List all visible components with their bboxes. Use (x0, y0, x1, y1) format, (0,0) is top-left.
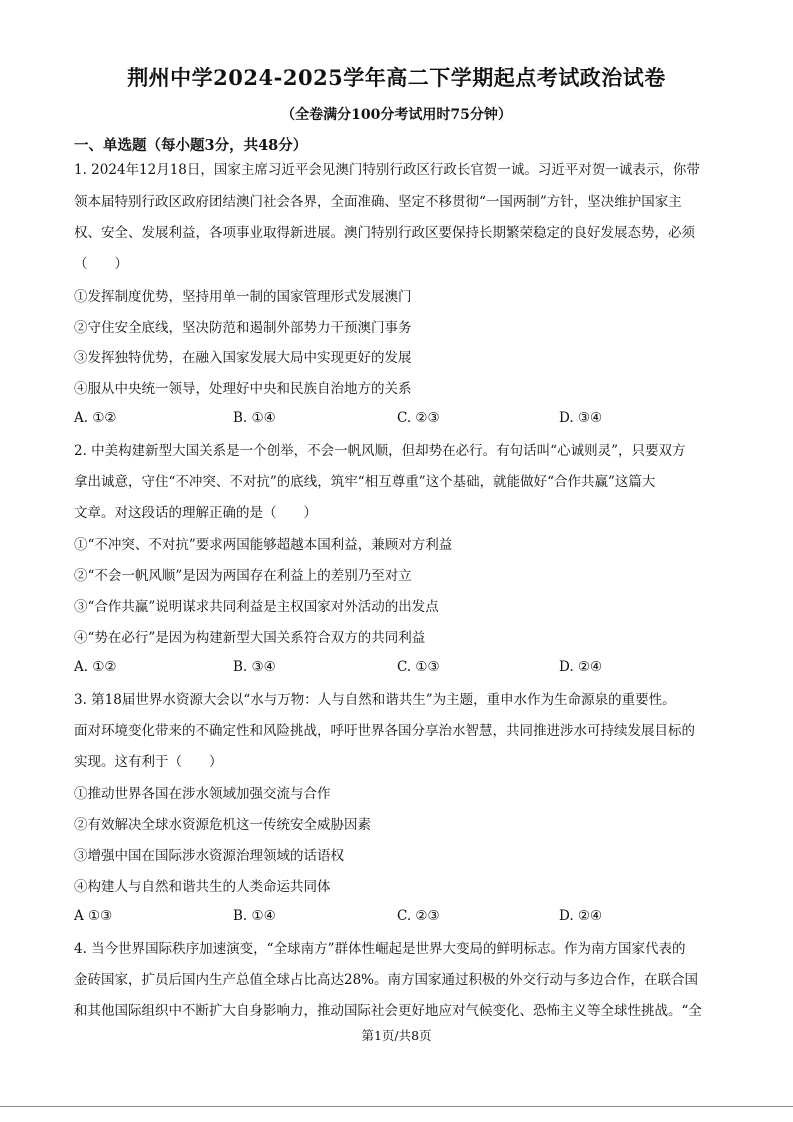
q3-option-a: A ①③ (74, 908, 113, 924)
q2-option-c: C. ①③ (397, 659, 440, 675)
q1-statement: ①发挥制度优势，坚持用单一制的国家管理形式发展澳门 (74, 289, 412, 305)
q3-statement: ③增强中国在国际涉水资源治理领域的话语权 (74, 848, 344, 864)
q1-option-c: C. ②③ (397, 410, 440, 426)
page-subtitle: （全卷满分100分考试用时75分钟） (281, 107, 512, 123)
q2-stem-line: 2. 中美构建新型大国关系是一个创举，不会一帆风顺，但却势在必行。有句话叫“心诚则灵”，只要双方 (74, 443, 686, 459)
q3-options (74, 908, 724, 928)
q3-statement: ②有效解决全球水资源危机这一传统安全威胁因素 (74, 817, 371, 833)
q1-option-b: B. ①④ (233, 410, 276, 426)
q1-stem-line: 领本届特别行政区政府团结澳门社会各界，全面准确、坚定不移贯彻“一国两制”方针，坚决维护国家主 (74, 194, 682, 210)
q1-stem-line: （ ） (74, 256, 128, 272)
q2-option-b: B. ③④ (233, 659, 276, 675)
q1-option-a: A. ①② (74, 410, 117, 426)
q2-options (74, 659, 724, 679)
q3-option-d: D. ②④ (559, 908, 603, 924)
q2-stem-line: 文章。对这段话的理解正确的是（ ） (74, 505, 317, 521)
q1-options (74, 410, 724, 430)
q2-stem-line: 拿出诚意，守住“不冲突、不对抗”的底线，筑牢“相互尊重”这个基础，就能做好“合作共赢”这篇大 (74, 474, 656, 490)
q3-statement: ①推动世界各国在涉水领域加强交流与合作 (74, 786, 331, 802)
q3-option-c: C. ②③ (397, 908, 440, 924)
page-number: 第1页/共8页 (361, 1028, 432, 1043)
q4-stem-line: 金砖国家，扩员后国内生产总值全球占比高达28%。南方国家通过积极的外交行动与多边合作，在联合国 (74, 972, 699, 988)
q1-option-d: D. ③④ (559, 410, 603, 426)
q3-statement: ④构建人与自然和谐共生的人类命运共同体 (74, 879, 331, 895)
q3-option-b: B. ①④ (233, 908, 276, 924)
q1-stem-line: 权、安全、发展利益，各项事业取得新进展。澳门特别行政区要保持长期繁荣稳定的良好发展态势，必须 (74, 225, 695, 241)
q4-stem-line: 和其他国际组织中不断扩大自身影响力，推动国际社会更好地应对气候变化、恐怖主义等全球性挑战。“全 (74, 1003, 702, 1019)
page-bottom-divider (0, 1106, 793, 1107)
q1-statement: ④服从中央统一领导，处理好中央和民族自治地方的关系 (74, 381, 412, 397)
q2-statement: ②“不会一帆风顺”是因为两国存在利益上的差别乃至对立 (74, 568, 412, 584)
q2-statement: ①“不冲突、不对抗”要求两国能够超越本国利益，兼顾对方利益 (74, 537, 453, 553)
q4-stem-line: 4. 当今世界国际秩序加速演变，“全球南方”群体性崛起是世界大变局的鲜明标志。作为南方国家代表的 (74, 941, 686, 957)
q3-stem-line: 实现。这有利于（ ） (74, 754, 223, 770)
q1-statement: ②守住安全底线，坚决防范和遏制外部势力干预澳门事务 (74, 320, 412, 336)
page-title: 荆州中学2024-2025学年高二下学期起点考试政治试卷 (127, 65, 666, 90)
q2-statement: ③“合作共赢”说明谋求共同利益是主权国家对外活动的出发点 (74, 599, 439, 615)
q2-statement: ④“势在必行”是因为构建新型大国关系符合双方的共同利益 (74, 630, 426, 646)
q2-option-a: A. ①② (74, 659, 117, 675)
q2-option-d: D. ②④ (559, 659, 603, 675)
q3-stem-line: 面对环境变化带来的不确定性和风险挑战，呼吁世界各国分享治水智慧，共同推进涉水可持续发展目标的 (74, 723, 695, 739)
q1-statement: ③发挥独特优势，在融入国家发展大局中实现更好的发展 (74, 350, 412, 366)
q1-stem-line: 1. 2024年12月18日，国家主席习近平会见澳门特别行政区行政长官贺一诚。习近平对贺一诚表示，你带 (74, 162, 700, 178)
q3-stem-line: 3. 第18届世界水资源大会以“水与万物：人与自然和谐共生”为主题，重申水作为生命源泉的重要性。 (74, 692, 676, 708)
section-heading: 一、单选题（每小题3分，共48分） (74, 137, 308, 154)
